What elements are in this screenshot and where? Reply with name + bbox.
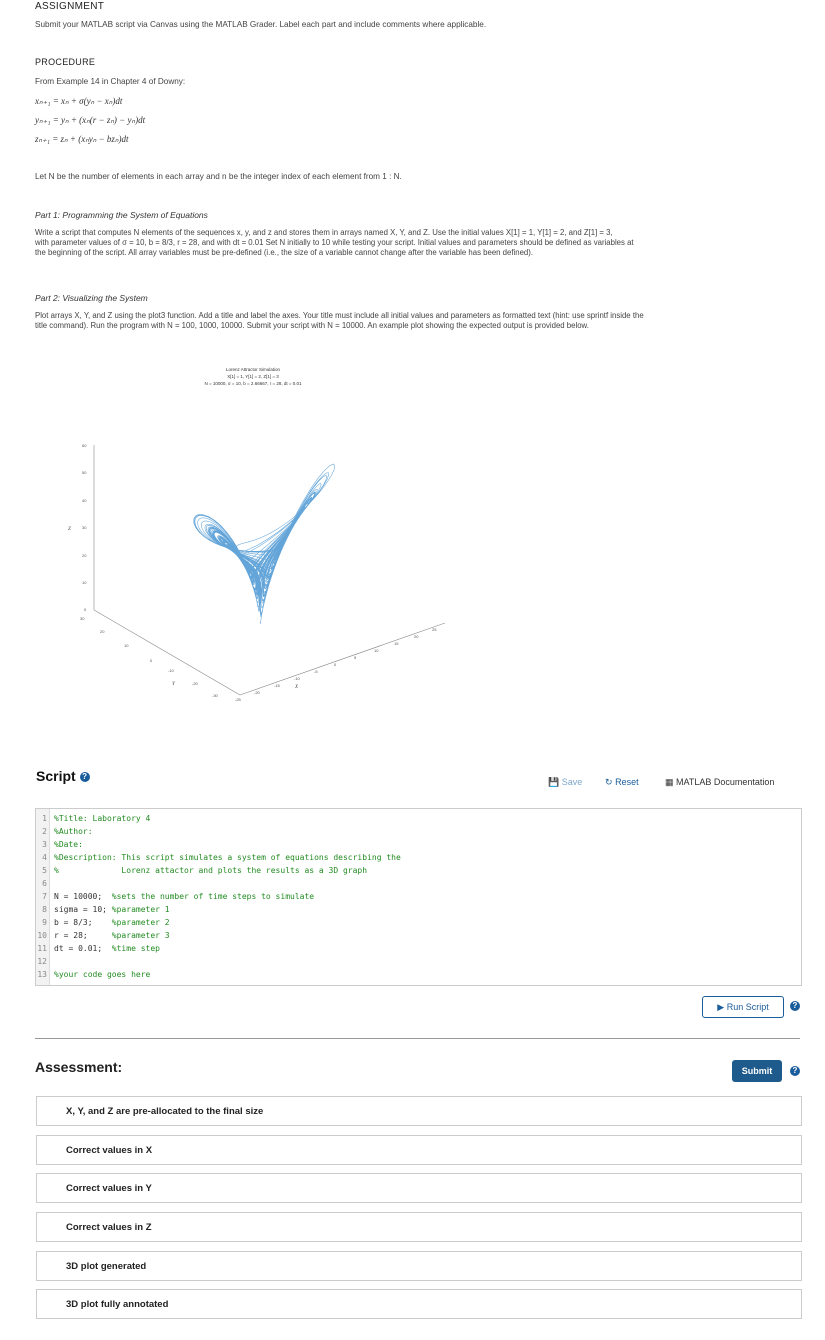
submit-button[interactable]: Submit	[732, 1060, 782, 1082]
code-comment: %your code goes here	[54, 970, 151, 979]
plot-title-line1: Lorenz Attractor Simulation	[225, 367, 281, 372]
code-comment: %sets the number of time steps to simulate	[111, 892, 315, 901]
x-tick: -20	[254, 690, 260, 695]
reset-label: Reset	[615, 777, 639, 787]
part1-line2: with parameter values of σ = 10, b = 8/3, r = 28, and with dt = 0.01 Set N initially to 10 while testing your script. Initial values and parameters should be defined as variables at	[35, 238, 634, 247]
procedure-heading: PROCEDURE	[35, 57, 96, 67]
assessment-item-label: Correct values in Z	[66, 1222, 152, 1233]
line-number: 1	[42, 814, 47, 823]
z-tick: 60	[82, 443, 87, 448]
script-title-text: Script	[36, 768, 76, 784]
run-help-icon[interactable]: ?	[790, 1001, 800, 1011]
let-statement: Let N be the number of elements in each array and n be the integer index of each element from 1 : N.	[35, 172, 402, 181]
y-axis-label: Y	[172, 682, 175, 687]
z-tick: 0	[84, 607, 87, 612]
code-comment: %Title: Laboratory 4	[54, 814, 151, 823]
code-text: sigma = 10;	[54, 905, 112, 914]
y-tick: -20	[192, 681, 198, 686]
code-text	[49, 957, 54, 966]
line-number: 4	[42, 853, 47, 862]
code-editor[interactable]	[35, 808, 802, 986]
code-line[interactable]	[36, 851, 401, 864]
assessment-item-label: X, Y, and Z are pre-allocated to the final size	[66, 1106, 264, 1117]
save-icon: 💾	[548, 777, 560, 787]
code-line[interactable]	[36, 890, 314, 903]
x-tick: -25	[235, 697, 241, 702]
line-number: 3	[42, 840, 47, 849]
y-tick: 10	[124, 643, 129, 648]
code-comment: %parameter 2	[111, 918, 170, 927]
code-line[interactable]	[36, 955, 54, 968]
z-tick: 50	[82, 470, 87, 475]
y-tick: 0	[150, 658, 153, 663]
part2-title: Part 2: Visualizing the System	[35, 293, 148, 303]
equation-x: xₙ₊₁ = xₙ + σ(yₙ − xₙ)dt	[35, 96, 123, 106]
line-number: 10	[37, 931, 47, 940]
assessment-item-label: Correct values in Y	[66, 1183, 152, 1194]
code-line[interactable]	[36, 942, 160, 955]
y-axis-line	[94, 610, 240, 695]
section-divider	[35, 1038, 800, 1039]
z-axis-label: Z	[68, 527, 71, 532]
run-script-label: Run Script	[726, 1002, 769, 1012]
part2-line2: title command). Run the program with N = 100, 1000, 10000. Submit your script with N = 10000. An example plot showing the expected output is provided below.	[35, 321, 589, 330]
line-number: 5	[42, 866, 47, 875]
reset-icon: ↻	[605, 777, 613, 787]
assessment-heading: Assessment:	[35, 1059, 123, 1075]
equation-y: yₙ₊₁ = yₙ + (xₙ(r − zₙ) − yₙ)dt	[35, 115, 146, 125]
assessment-item[interactable]	[36, 1135, 802, 1165]
assignment-heading: ASSIGNMENT	[35, 1, 105, 12]
x-tick: -15	[274, 683, 280, 688]
line-number: 12	[37, 957, 47, 966]
code-line[interactable]	[36, 968, 150, 981]
x-tick: 15	[394, 641, 399, 646]
assessment-item-label: Correct values in X	[66, 1145, 153, 1156]
assignment-instructions: Submit your MATLAB script via Canvas using the MATLAB Grader. Label each part and include comments where applicable.	[35, 20, 487, 29]
code-comment: % Lorenz attactor and plots the results as a 3D graph	[54, 866, 368, 875]
assessment-item-label: 3D plot fully annotated	[66, 1299, 169, 1310]
z-tick: 10	[82, 580, 87, 585]
z-tick: 30	[82, 525, 87, 530]
z-tick: 20	[82, 553, 87, 558]
code-text: dt = 0.01;	[54, 944, 112, 953]
code-line[interactable]	[36, 812, 150, 825]
lorenz-attractor-trace	[194, 464, 335, 624]
reset-button[interactable]	[605, 777, 639, 788]
part1-line3: the beginning of the script. All array variables must be pre-defined (i.e., the size of a variable cannot change after the variable has been defined).	[35, 248, 533, 257]
assessment-item[interactable]	[36, 1289, 802, 1319]
plot-title-line2: X[1] = 1, Y[1] = 2, Z[1] = 3	[227, 374, 279, 379]
code-text: b = 8/3;	[54, 918, 112, 927]
code-text: r = 28;	[54, 931, 112, 940]
y-tick: 20	[100, 629, 105, 634]
x-tick: 10	[374, 648, 379, 653]
x-tick: 5	[354, 655, 357, 660]
z-ticks	[82, 443, 87, 612]
assessment-item[interactable]	[36, 1096, 802, 1126]
line-number: 2	[42, 827, 47, 836]
part1-line1: Write a script that computes N elements of the sequences x, y, and z and stores them in arrays named X, Y, and Z. Use the initial values X[1] = 1, Y[1] = 2, and Z[1] = 3,	[35, 228, 613, 237]
documentation-label: MATLAB Documentation	[676, 777, 775, 787]
x-ticks	[235, 627, 437, 702]
plot-title-line3: N = 10000, σ = 10, b = 2.66667, r = 28, dt = 0.01	[204, 381, 302, 386]
code-comment: %Author:	[54, 827, 93, 836]
z-tick: 40	[82, 498, 87, 503]
x-tick: 20	[414, 634, 419, 639]
line-number: 9	[42, 918, 47, 927]
assessment-item-label: 3D plot generated	[66, 1261, 147, 1272]
y-ticks	[80, 616, 219, 698]
part1-title: Part 1: Programming the System of Equations	[35, 210, 208, 220]
code-line[interactable]	[36, 929, 170, 942]
y-tick: -10	[168, 668, 174, 673]
lorenz-plot	[60, 365, 460, 725]
part2-body	[35, 311, 795, 331]
part2-line1: Plot arrays X, Y, and Z using the plot3 function. Add a title and label the axes. Your title must include all initial values and parameters as formatted text (hint: use sprintf inside the	[35, 311, 644, 320]
part1-body	[35, 228, 795, 258]
line-number: 8	[42, 905, 47, 914]
assessment-item[interactable]	[36, 1251, 802, 1281]
code-text	[49, 879, 54, 888]
code-comment: %parameter 1	[111, 905, 170, 914]
procedure-intro: From Example 14 in Chapter 4 of Downy:	[35, 77, 186, 86]
line-number: 7	[42, 892, 47, 901]
y-tick: 30	[80, 616, 85, 621]
assessment-item[interactable]	[36, 1173, 802, 1203]
code-comment: %time step	[111, 944, 160, 953]
equation-z: zₙ₊₁ = zₙ + (xₙyₙ − bzₙ)dt	[35, 134, 129, 144]
script-heading	[36, 768, 90, 784]
code-comment: %Date:	[54, 840, 83, 849]
run-script-button[interactable]	[702, 996, 784, 1018]
x-tick: -10	[294, 676, 300, 681]
x-tick: 0	[334, 662, 337, 667]
code-line[interactable]	[36, 916, 170, 929]
code-line[interactable]	[36, 903, 170, 916]
matlab-documentation-link[interactable]	[665, 777, 774, 788]
play-icon: ▶	[717, 1002, 725, 1012]
code-line[interactable]	[36, 825, 93, 838]
y-tick: -30	[212, 693, 218, 698]
line-number: 6	[42, 879, 47, 888]
documentation-icon: ▦	[665, 777, 674, 787]
code-text: N = 10000;	[54, 892, 112, 901]
submit-help-icon[interactable]: ?	[790, 1066, 800, 1076]
x-axis-label: X	[295, 685, 299, 690]
help-icon[interactable]: ?	[80, 772, 90, 782]
save-button[interactable]	[548, 777, 582, 788]
line-number: 13	[37, 970, 47, 979]
save-label: Save	[561, 777, 583, 787]
assessment-item[interactable]	[36, 1212, 802, 1242]
code-comment: %parameter 3	[111, 931, 170, 940]
x-tick: 25	[432, 627, 437, 632]
code-comment: %Description: This script simulates a system of equations describing the	[54, 853, 401, 862]
code-line[interactable]	[36, 838, 83, 851]
code-line[interactable]	[36, 864, 367, 877]
line-number: 11	[37, 944, 47, 953]
x-tick: -5	[314, 669, 318, 674]
code-line[interactable]	[36, 877, 54, 890]
